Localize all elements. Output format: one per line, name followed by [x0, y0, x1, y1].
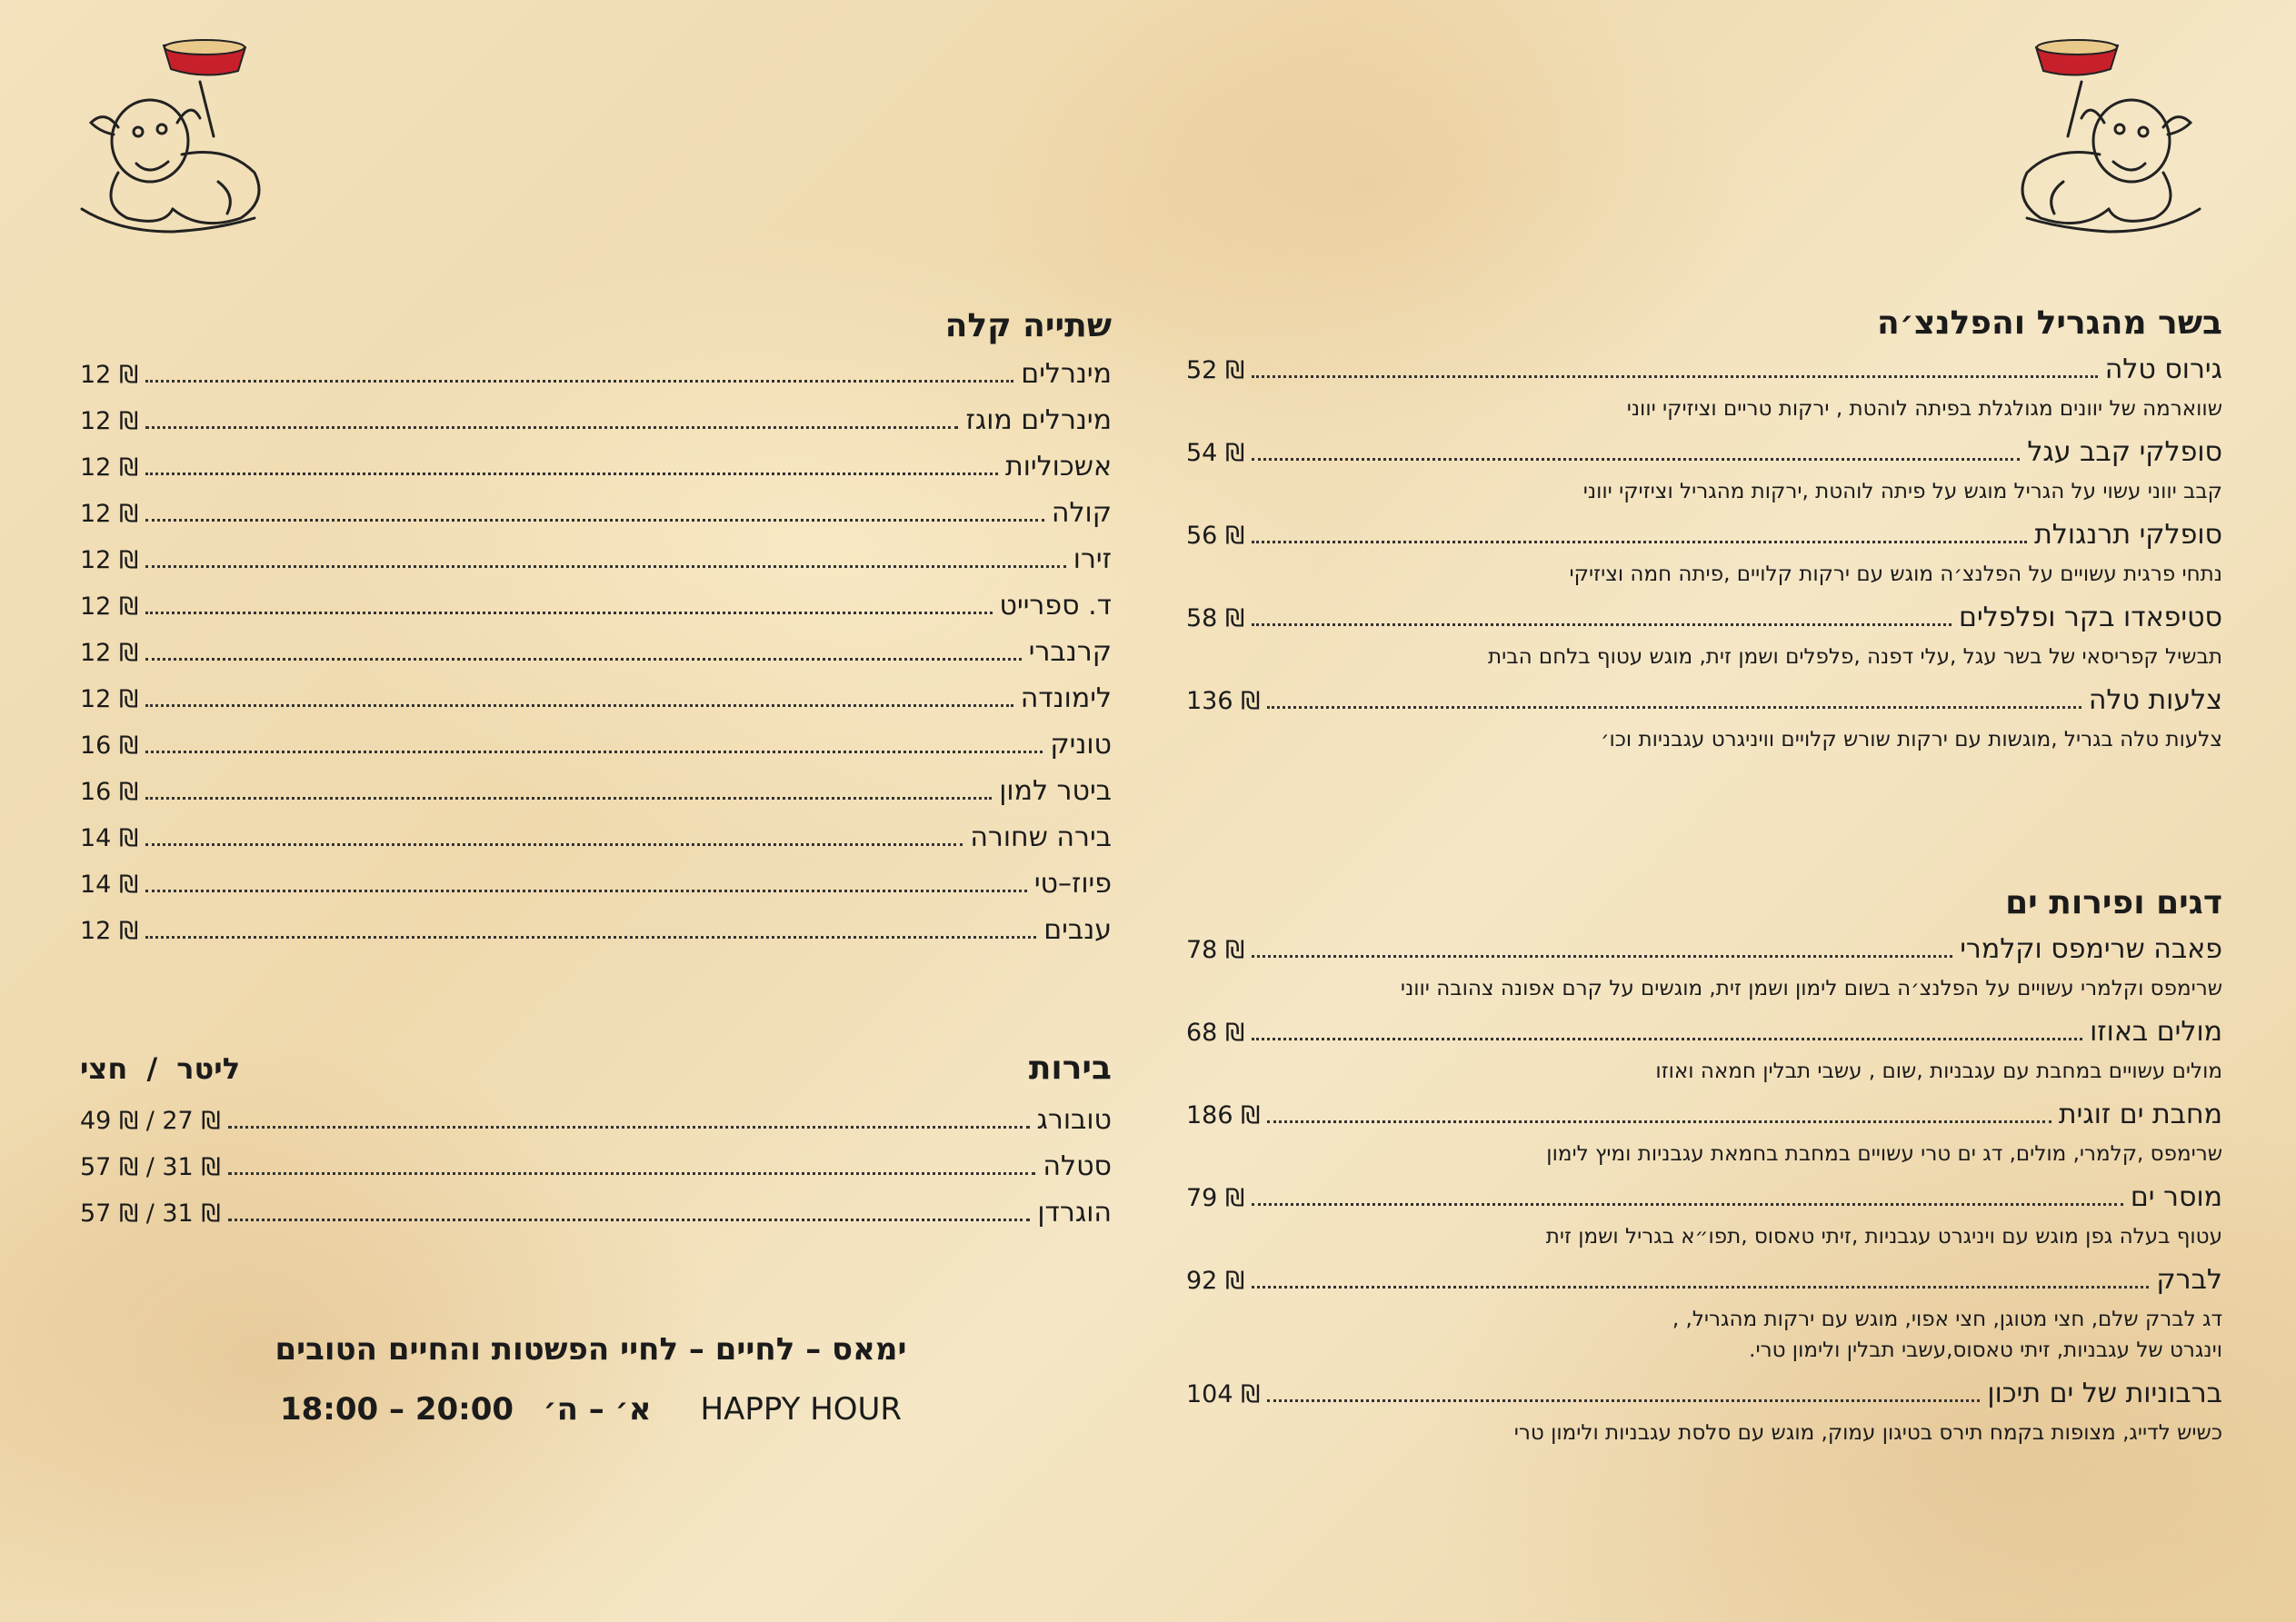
- item-name: לימונדה: [1020, 682, 1112, 714]
- item-price: 12 ₪: [80, 453, 139, 482]
- dot-leader: [1252, 375, 2098, 378]
- meat-section: [1186, 302, 2222, 764]
- dot-leader: [1252, 1286, 2149, 1289]
- item-price: 12 ₪: [80, 500, 139, 528]
- item-name: ביטר למון: [999, 775, 1112, 807]
- soft-drink-row: [80, 815, 1112, 861]
- item-name: מוסר ים: [2130, 1181, 2222, 1213]
- dot-leader: [145, 473, 998, 475]
- item-name: קולה: [1051, 497, 1112, 529]
- mascot-illustration-left: [64, 36, 291, 245]
- menu-item-row: [1186, 682, 2222, 721]
- item-price: 79 ₪: [1186, 1184, 1245, 1212]
- beers-header: [80, 1047, 1112, 1090]
- item-name: מינרלים מוגז: [965, 404, 1112, 436]
- item-description: כשיש לדייג, מצופות בקמח תירס בטיגון עמוק, מוגש עם סלסת עגבניות ולימון טרי: [1513, 1421, 2222, 1445]
- footer: [136, 1327, 1045, 1432]
- item-price: 14 ₪: [80, 824, 139, 852]
- soft-drink-row: [80, 583, 1112, 630]
- dot-leader: [1267, 1120, 2051, 1123]
- soft-drink-row: [80, 769, 1112, 815]
- item-name: ענבים: [1043, 914, 1112, 946]
- item-price: 68 ₪: [1186, 1019, 1245, 1047]
- item-name: סטיפאדו בקר ופלפלים: [1959, 602, 2222, 633]
- item-price: 12 ₪: [80, 361, 139, 389]
- soft-drink-row: [80, 491, 1112, 537]
- item-price: 78 ₪: [1186, 936, 1245, 964]
- menu-item: [1186, 1375, 2222, 1448]
- happy-hour-label: HAPPY HOUR: [700, 1391, 903, 1428]
- dot-leader: [1252, 1038, 2082, 1040]
- item-name: מחבת ים זוגית: [2058, 1099, 2222, 1130]
- dot-leader: [145, 380, 1013, 383]
- item-description: שווארמה של יוונים מגולגלת בפיתה לוהטת , ירקות טריים וציזיקי יווני: [1626, 397, 2222, 421]
- item-name: ברבוניות של ים תיכון: [1987, 1378, 2222, 1409]
- soft-drink-row: [80, 537, 1112, 583]
- dot-leader: [228, 1219, 1031, 1221]
- item-description: דג לברק שלם, חצי מטוגן, חצי אפוי, מוגש עם ירקות מהגריל, ,: [1672, 1308, 2222, 1331]
- item-name: בירה שחורה: [970, 821, 1112, 853]
- menu-item: [1186, 682, 2222, 755]
- beers-columns-label: ליטר / חצי: [80, 1051, 241, 1086]
- fish-section: [1186, 881, 2222, 1458]
- item-price: 16 ₪: [80, 778, 139, 806]
- dot-leader: [1267, 706, 2081, 709]
- menu-item: [1186, 1096, 2222, 1169]
- soft-drink-row: [80, 676, 1112, 722]
- dot-leader: [145, 426, 958, 429]
- item-price: 54 ₪: [1186, 439, 1245, 467]
- dot-leader: [1267, 1399, 1980, 1402]
- item-name: זירו: [1073, 543, 1112, 575]
- item-description: מולים עשויים במחבת עם עגבניות ,שום , עשבי תבלין חמאה ואוזו: [1655, 1060, 2222, 1083]
- menu-item-row: [1186, 1375, 2222, 1414]
- dot-leader: [145, 612, 992, 614]
- dot-leader: [1252, 541, 2027, 543]
- dot-leader: [145, 843, 963, 846]
- item-description: צלעות טלה בגריל ,מוגשות עם ירקות שורש קלויים וויניגרט עגבניות וכו׳: [1600, 728, 2222, 751]
- menu-item: [1186, 1179, 2222, 1252]
- item-name: סטלה: [1043, 1150, 1112, 1182]
- fish-items: [1186, 930, 2222, 1448]
- item-price: 12 ₪: [80, 407, 139, 435]
- item-price: 12 ₪: [80, 639, 139, 667]
- beers-section: [80, 1047, 1112, 1237]
- dot-leader: [145, 519, 1044, 522]
- item-price: 12 ₪: [80, 592, 139, 621]
- happy-hour-hours: 18:00 – 20:00: [279, 1391, 514, 1428]
- beers-items: [80, 1098, 1112, 1237]
- item-price: 14 ₪: [80, 871, 139, 899]
- dot-leader: [1252, 623, 1952, 626]
- dot-leader: [1252, 955, 1952, 958]
- item-description: נתחי פרגית עשויים על הפלנצ׳ה מוגש עם ירקות קלויים ,פיתה חמה וציזיקי: [1569, 562, 2222, 586]
- item-description: תבשיל קפריסאי של בשר עגל ,עלי דפנה ,פלפלים ושמן זית, מוגש עטוף בלחם הבית: [1488, 645, 2222, 669]
- soft-drink-row: [80, 861, 1112, 908]
- item-name: פיוז–טי: [1033, 868, 1112, 900]
- menu-item: [1186, 351, 2222, 424]
- dot-leader: [145, 936, 1036, 939]
- menu-item-row: [1186, 1179, 2222, 1218]
- item-description: קבב יווני עשוי על הגריל מוגש על פיתה לוהטת ,ירקות מהגריל וציזיקי יווני: [1582, 480, 2222, 503]
- item-price: 186 ₪: [1186, 1101, 1261, 1129]
- item-description: שרימפס וקלמרי עשויים על הפלנצ׳ה בשום לימון ושמן זית, מוגשים על קרם אפונה צהובה יווני: [1400, 977, 2222, 1000]
- item-name: פאבה שרימפס וקלמרי: [1960, 933, 2222, 965]
- slogan: ימאס – לחיים – לחיי הפשטות והחיים הטובים: [275, 1331, 907, 1368]
- item-price: 57 ₪ / 31 ₪: [80, 1153, 221, 1181]
- dot-leader: [145, 565, 1066, 568]
- fish-heading: דגים ופירות ים: [2005, 884, 2222, 921]
- item-price: 12 ₪: [80, 546, 139, 574]
- item-price: 16 ₪: [80, 731, 139, 760]
- dot-leader: [228, 1172, 1036, 1175]
- item-name: ד. ספרייט: [999, 590, 1112, 622]
- happy-hour-days: א׳ – ה׳: [543, 1391, 652, 1428]
- item-name: הוגרדן: [1037, 1197, 1112, 1229]
- item-name: טובורג: [1036, 1104, 1112, 1136]
- beer-row: [80, 1190, 1112, 1237]
- item-price: 12 ₪: [80, 685, 139, 713]
- menu-item-row: [1186, 351, 2222, 390]
- item-name: צלעות טלה: [2088, 684, 2222, 716]
- happy-hour-line: [136, 1387, 1045, 1432]
- item-description: עטוף בעלה גפן מוגש עם ויניגרט עגבניות ,זיתי טאסוס ,תפו״א בגריל ושמן זית: [1545, 1225, 2222, 1249]
- item-price: 104 ₪: [1186, 1380, 1261, 1408]
- item-name: סופלקי קבב עגל: [2027, 436, 2222, 468]
- menu-item-row: [1186, 930, 2222, 970]
- beer-row: [80, 1144, 1112, 1190]
- item-name: טוניק: [1050, 729, 1112, 761]
- menu-item: [1186, 1013, 2222, 1087]
- menu-item: [1186, 1261, 2222, 1366]
- item-price: 52 ₪: [1186, 356, 1245, 384]
- soft-drink-row: [80, 398, 1112, 444]
- item-price: 49 ₪ / 27 ₪: [80, 1107, 221, 1135]
- dot-leader: [1252, 1203, 2123, 1206]
- dot-leader: [145, 797, 992, 800]
- item-price: 56 ₪: [1186, 522, 1245, 550]
- item-price: 92 ₪: [1186, 1267, 1245, 1295]
- soft-drinks-section: [80, 304, 1112, 954]
- item-name: לברק: [2156, 1264, 2222, 1296]
- menu-item-row: [1186, 1261, 2222, 1300]
- soft-drink-row: [80, 630, 1112, 676]
- dot-leader: [145, 704, 1013, 707]
- dot-leader: [145, 751, 1043, 753]
- item-name: קרנברי: [1028, 636, 1112, 668]
- menu-item-row: [1186, 1096, 2222, 1135]
- dot-leader: [1252, 458, 2020, 461]
- menu-item: [1186, 930, 2222, 1004]
- item-name: גירוס טלה: [2104, 353, 2222, 385]
- soft-drinks-heading: שתייה קלה: [944, 307, 1112, 344]
- soft-drink-row: [80, 908, 1112, 954]
- meat-heading: בשר מהגריל והפלנצ׳ה: [1877, 304, 2222, 342]
- item-name: מינרלים: [1021, 358, 1112, 390]
- menu-item-row: [1186, 599, 2222, 638]
- menu-item: [1186, 599, 2222, 672]
- menu-item-row: [1186, 433, 2222, 473]
- meat-items: [1186, 351, 2222, 755]
- item-name: אשכוליות: [1005, 451, 1112, 483]
- menu-item: [1186, 516, 2222, 590]
- item-name: סופלקי תרנגולת: [2034, 519, 2222, 551]
- item-name: מולים באוזו: [2090, 1016, 2222, 1048]
- menu-item-row: [1186, 1013, 2222, 1052]
- beers-heading: בירות: [1028, 1050, 1112, 1087]
- soft-drink-row: [80, 444, 1112, 491]
- item-price: 136 ₪: [1186, 687, 1261, 715]
- item-description: שרימפס ,קלמרי, מולים, דג ים טרי עשויים במחבת בחמאת עגבניות ומיץ לימון: [1546, 1142, 2222, 1166]
- item-price: 58 ₪: [1186, 604, 1245, 632]
- soft-drinks-items: [80, 352, 1112, 954]
- mascot-illustration-right: [1991, 36, 2218, 245]
- beer-row: [80, 1098, 1112, 1144]
- dot-leader: [145, 890, 1027, 892]
- dot-leader: [228, 1126, 1030, 1129]
- item-price: 57 ₪ / 31 ₪: [80, 1199, 221, 1228]
- menu-item: [1186, 433, 2222, 507]
- dot-leader: [145, 658, 1022, 661]
- menu-item-row: [1186, 516, 2222, 555]
- item-description: וינגרט של עגבניות, זיתי טאסוס,עשבי תבלין ולימון טרי.: [1749, 1338, 2222, 1362]
- item-price: 12 ₪: [80, 917, 139, 945]
- soft-drink-row: [80, 722, 1112, 769]
- soft-drink-row: [80, 352, 1112, 398]
